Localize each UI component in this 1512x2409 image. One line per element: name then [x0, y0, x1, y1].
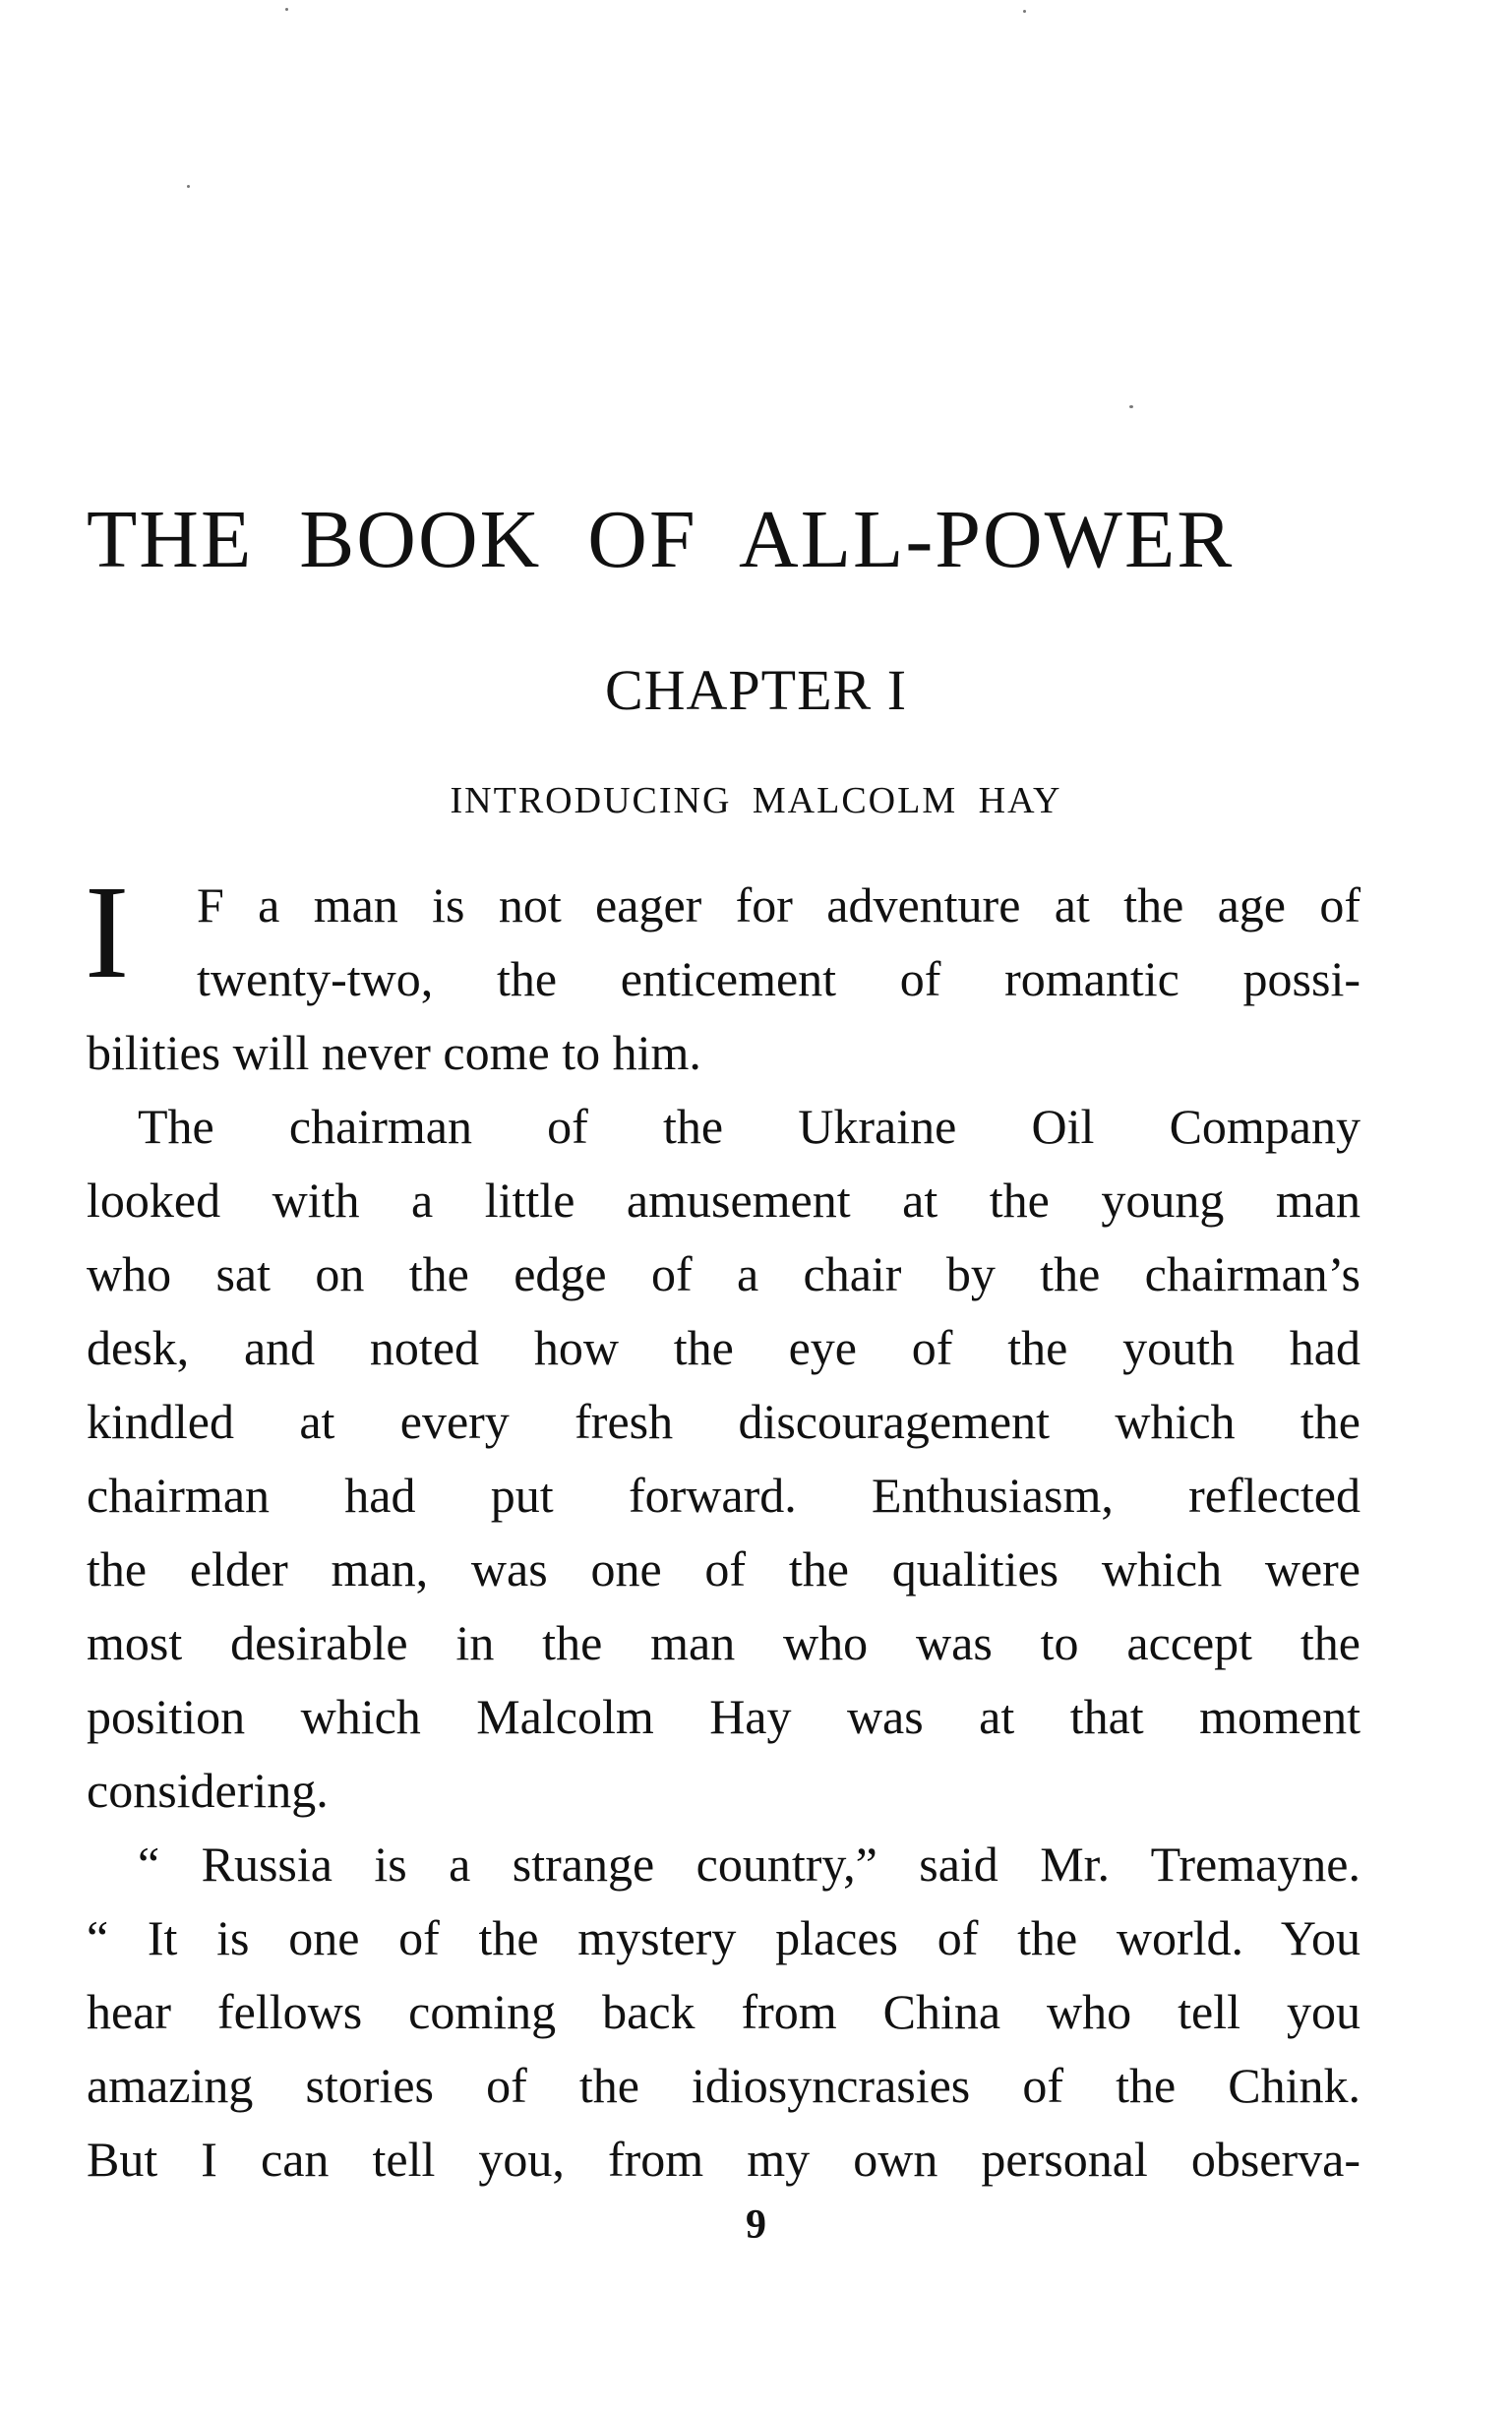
text-line: hear fellows coming back from China who tell you	[87, 1984, 1361, 2039]
chapter-subtitle: INTRODUCING MALCOLM HAY	[450, 780, 1062, 821]
book-title: THE BOOK OF ALL-POWER	[87, 494, 1235, 585]
text-line: “ Russia is a strange country,” said Mr. Tremayne.	[138, 1837, 1361, 1892]
text-line: most desirable in the man who was to accept the	[87, 1615, 1361, 1670]
text-line: desk, and noted how the eye of the youth had	[87, 1320, 1361, 1375]
text-line: looked with a little amusement at the young man	[87, 1173, 1361, 1228]
scan-speck	[1129, 405, 1133, 408]
text-line: bilities will never come to him.	[87, 1025, 701, 1080]
scan-speck	[285, 8, 288, 11]
page-number: 9	[746, 2202, 766, 2248]
scan-speck	[187, 185, 190, 188]
text-line: the elder man, was one of the qualities which were	[87, 1541, 1361, 1596]
text-line: position which Malcolm Hay was at that moment	[87, 1689, 1361, 1744]
text-line: F a man is not eager for adventure at the age of	[197, 877, 1361, 933]
text-line: amazing stories of the idiosyncrasies of the Chink.	[87, 2058, 1361, 2113]
text-line: twenty-two, the enticement of romantic possi-	[197, 951, 1361, 1006]
drop-cap: I	[85, 859, 130, 1006]
text-line: “ It is one of the mystery places of the world. You	[87, 1910, 1361, 1965]
scan-speck	[1023, 10, 1026, 13]
text-line: who sat on the edge of a chair by the chairman’s	[87, 1246, 1361, 1301]
text-line: considering.	[87, 1763, 329, 1818]
chapter-heading: CHAPTER I	[604, 658, 908, 722]
text-line: The chairman of the Ukraine Oil Company	[138, 1099, 1361, 1154]
text-line: chairman had put forward. Enthusiasm, reflected	[87, 1468, 1361, 1523]
text-line: kindled at every fresh discouragement which the	[87, 1394, 1361, 1449]
text-line: But I can tell you, from my own personal observa-	[87, 2132, 1361, 2187]
